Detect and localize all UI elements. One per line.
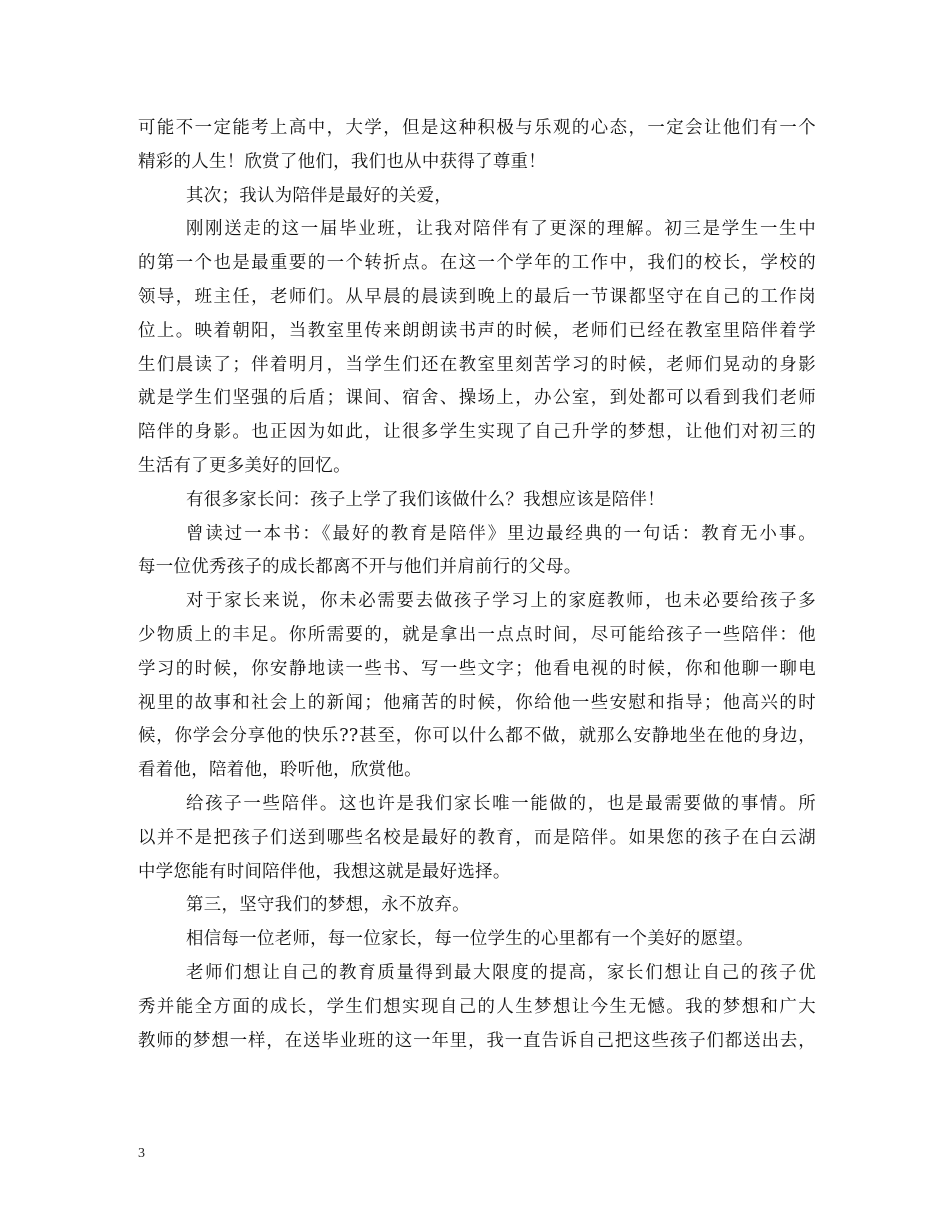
text-line: 就是学生们坚强的后盾；课间、宿舍、操场上，办公室，到处都可以看到我们老师 bbox=[138, 388, 816, 409]
text-line: 视里的故事和社会上的新闻；他痛苦的时候，你给他一些安慰和指导；他高兴的时 bbox=[138, 692, 816, 713]
text-line: 少物质上的丰足。你所需要的，就是拿出一点点时间，尽可能给孩子一些陪伴：他 bbox=[138, 624, 816, 645]
text-line: 中学您能有时间陪伴他，我想这就是最好选择。 bbox=[138, 861, 511, 882]
text-line: 秀并能全方面的成长，学生们想实现自己的人生梦想让今生无憾。我的梦想和广大 bbox=[138, 996, 816, 1017]
text-line: 生活有了更多美好的回忆。 bbox=[138, 455, 351, 476]
text-line: 相信每一位老师，每一位家长，每一位学生的心里都有一个美好的愿望。 bbox=[186, 929, 754, 950]
text-line: 学习的时候，你安静地读一些书、写一些文字；他看电视的时候，你和他聊一聊电 bbox=[138, 658, 816, 679]
text-line: 候，你学会分享他的快乐??甚至，你可以什么都不做，就那么安静地坐在他的身边， bbox=[138, 726, 816, 747]
text-line: 以并不是把孩子们送到哪些名校是最好的教育，而是陪伴。如果您的孩子在白云湖 bbox=[138, 827, 816, 848]
text-line: 教师的梦想一样，在送毕业班的这一年里，我一直告诉自己把这些孩子们都送出去， bbox=[138, 1030, 816, 1051]
text-line: 对于家长来说，你未必需要去做孩子学习上的家庭教师，也未必要给孩子多 bbox=[186, 591, 816, 612]
text-line: 陪伴的身影。也正因为如此，让很多学生实现了自己升学的梦想，让他们对初三的 bbox=[138, 422, 816, 443]
page-number: 3 bbox=[138, 1146, 145, 1161]
text-line: 曾读过一本书：《最好的教育是陪伴》里边最经典的一句话：教育无小事。 bbox=[186, 523, 816, 544]
text-line: 的第一个也是最重要的一个转折点。在这一个学年的工作中，我们的校长，学校的 bbox=[138, 253, 816, 274]
text-line: 领导，班主任，老师们。从早晨的晨读到晚上的最后一节课都坚守在自己的工作岗 bbox=[138, 286, 816, 307]
text-line: 有很多家长问：孩子上学了我们该做什么？我想应该是陪伴！ bbox=[186, 489, 665, 510]
body-text bbox=[138, 112, 816, 1058]
text-line: 其次；我认为陪伴是最好的关爱， bbox=[186, 185, 453, 206]
text-line: 生们晨读了；伴着明月，当学生们还在教室里刻苦学习的时候，老师们晃动的身影 bbox=[138, 354, 816, 375]
text-line: 老师们想让自己的教育质量得到最大限度的提高，家长们想让自己的孩子优 bbox=[186, 962, 816, 983]
text-line: 精彩的人生！欣赏了他们，我们也从中获得了尊重！ bbox=[138, 151, 547, 172]
text-line: 每一位优秀孩子的成长都离不开与他们并肩前行的父母。 bbox=[138, 557, 582, 578]
text-line: 可能不一定能考上高中，大学，但是这种积极与乐观的心态，一定会让他们有一个 bbox=[138, 118, 816, 138]
text-line: 看着他，陪着他，聆听他，欣赏他。 bbox=[138, 760, 422, 781]
text-line: 位上。映着朝阳，当教室里传来朗朗读书声的时候，老师们已经在教室里陪伴着学 bbox=[138, 320, 816, 341]
text-line: 刚刚送走的这一届毕业班，让我对陪伴有了更深的理解。初三是学生一生中 bbox=[186, 219, 816, 240]
text-line: 给孩子一些陪伴。这也许是我们家长唯一能做的，也是最需要做的事情。所 bbox=[186, 793, 816, 814]
text-line: 第三，坚守我们的梦想，永不放弃。 bbox=[186, 895, 470, 916]
